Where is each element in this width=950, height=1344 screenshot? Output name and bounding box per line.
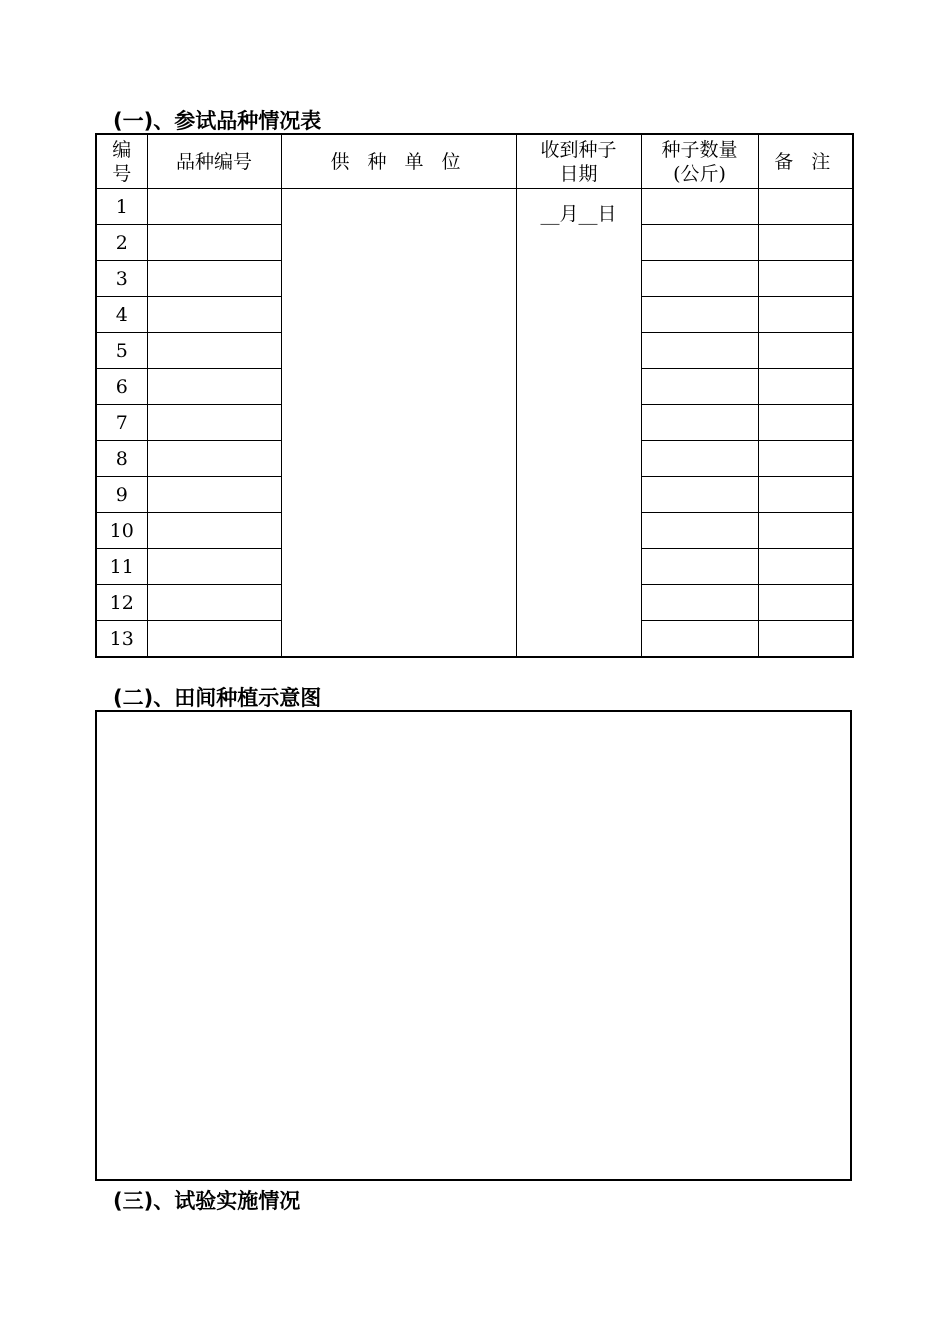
remarks-cell[interactable] bbox=[758, 621, 853, 658]
header-receive-date: 收到种子日期 bbox=[516, 134, 641, 189]
section-title-field-diagram: (二)、田间种植示意图 bbox=[113, 686, 322, 710]
variety-code-cell[interactable] bbox=[147, 405, 281, 441]
field-planting-diagram-box[interactable] bbox=[95, 710, 852, 1181]
remarks-cell[interactable] bbox=[758, 297, 853, 333]
header-supplier: 供 种 单 位 bbox=[281, 134, 516, 189]
remarks-cell[interactable] bbox=[758, 405, 853, 441]
row-number: 8 bbox=[96, 441, 147, 477]
row-number: 2 bbox=[96, 225, 147, 261]
row-number: 11 bbox=[96, 549, 147, 585]
remarks-cell[interactable] bbox=[758, 225, 853, 261]
variety-code-cell[interactable] bbox=[147, 297, 281, 333]
variety-code-cell[interactable] bbox=[147, 441, 281, 477]
variety-code-cell[interactable] bbox=[147, 585, 281, 621]
row-number: 7 bbox=[96, 405, 147, 441]
variety-code-cell[interactable] bbox=[147, 225, 281, 261]
seed-quantity-cell[interactable] bbox=[641, 369, 758, 405]
remarks-cell[interactable] bbox=[758, 585, 853, 621]
row-number: 3 bbox=[96, 261, 147, 297]
row-number: 4 bbox=[96, 297, 147, 333]
remarks-cell[interactable] bbox=[758, 477, 853, 513]
variety-info-table bbox=[95, 133, 854, 658]
seed-quantity-cell[interactable] bbox=[641, 549, 758, 585]
supplier-cell[interactable] bbox=[281, 189, 516, 658]
seed-quantity-cell[interactable] bbox=[641, 297, 758, 333]
table-header-row bbox=[96, 134, 853, 189]
row-number: 13 bbox=[96, 621, 147, 658]
seed-quantity-cell[interactable] bbox=[641, 621, 758, 658]
seed-quantity-cell[interactable] bbox=[641, 189, 758, 225]
table-row bbox=[96, 189, 853, 225]
variety-code-cell[interactable] bbox=[147, 621, 281, 658]
variety-code-cell[interactable] bbox=[147, 261, 281, 297]
receive-date-cell[interactable] bbox=[516, 189, 641, 658]
section-title-variety-table: (一)、参试品种情况表 bbox=[113, 109, 322, 133]
seed-quantity-cell[interactable] bbox=[641, 333, 758, 369]
header-variety-code: 品种编号 bbox=[147, 134, 281, 189]
remarks-cell[interactable] bbox=[758, 513, 853, 549]
variety-code-cell[interactable] bbox=[147, 477, 281, 513]
row-number: 9 bbox=[96, 477, 147, 513]
remarks-cell[interactable] bbox=[758, 441, 853, 477]
variety-code-cell[interactable] bbox=[147, 513, 281, 549]
seed-quantity-cell[interactable] bbox=[641, 513, 758, 549]
remarks-cell[interactable] bbox=[758, 333, 853, 369]
remarks-cell[interactable] bbox=[758, 549, 853, 585]
seed-quantity-cell[interactable] bbox=[641, 225, 758, 261]
row-number: 10 bbox=[96, 513, 147, 549]
variety-code-cell[interactable] bbox=[147, 549, 281, 585]
row-number: 5 bbox=[96, 333, 147, 369]
row-number: 1 bbox=[96, 189, 147, 225]
remarks-cell[interactable] bbox=[758, 369, 853, 405]
variety-code-cell[interactable] bbox=[147, 369, 281, 405]
seed-quantity-cell[interactable] bbox=[641, 441, 758, 477]
variety-code-cell[interactable] bbox=[147, 189, 281, 225]
remarks-cell[interactable] bbox=[758, 261, 853, 297]
seed-quantity-cell[interactable] bbox=[641, 477, 758, 513]
seed-quantity-cell[interactable] bbox=[641, 405, 758, 441]
seed-quantity-cell[interactable] bbox=[641, 261, 758, 297]
row-number: 6 bbox=[96, 369, 147, 405]
remarks-cell[interactable] bbox=[758, 189, 853, 225]
section-title-trial-implementation: (三)、试验实施情况 bbox=[113, 1189, 301, 1213]
date-template: __月__日 bbox=[540, 203, 617, 225]
header-seed-quantity: 种子数量(公斤) bbox=[641, 134, 758, 189]
variety-code-cell[interactable] bbox=[147, 333, 281, 369]
row-number: 12 bbox=[96, 585, 147, 621]
header-remarks: 备 注 bbox=[758, 134, 853, 189]
header-number: 编号 bbox=[96, 134, 147, 189]
seed-quantity-cell[interactable] bbox=[641, 585, 758, 621]
